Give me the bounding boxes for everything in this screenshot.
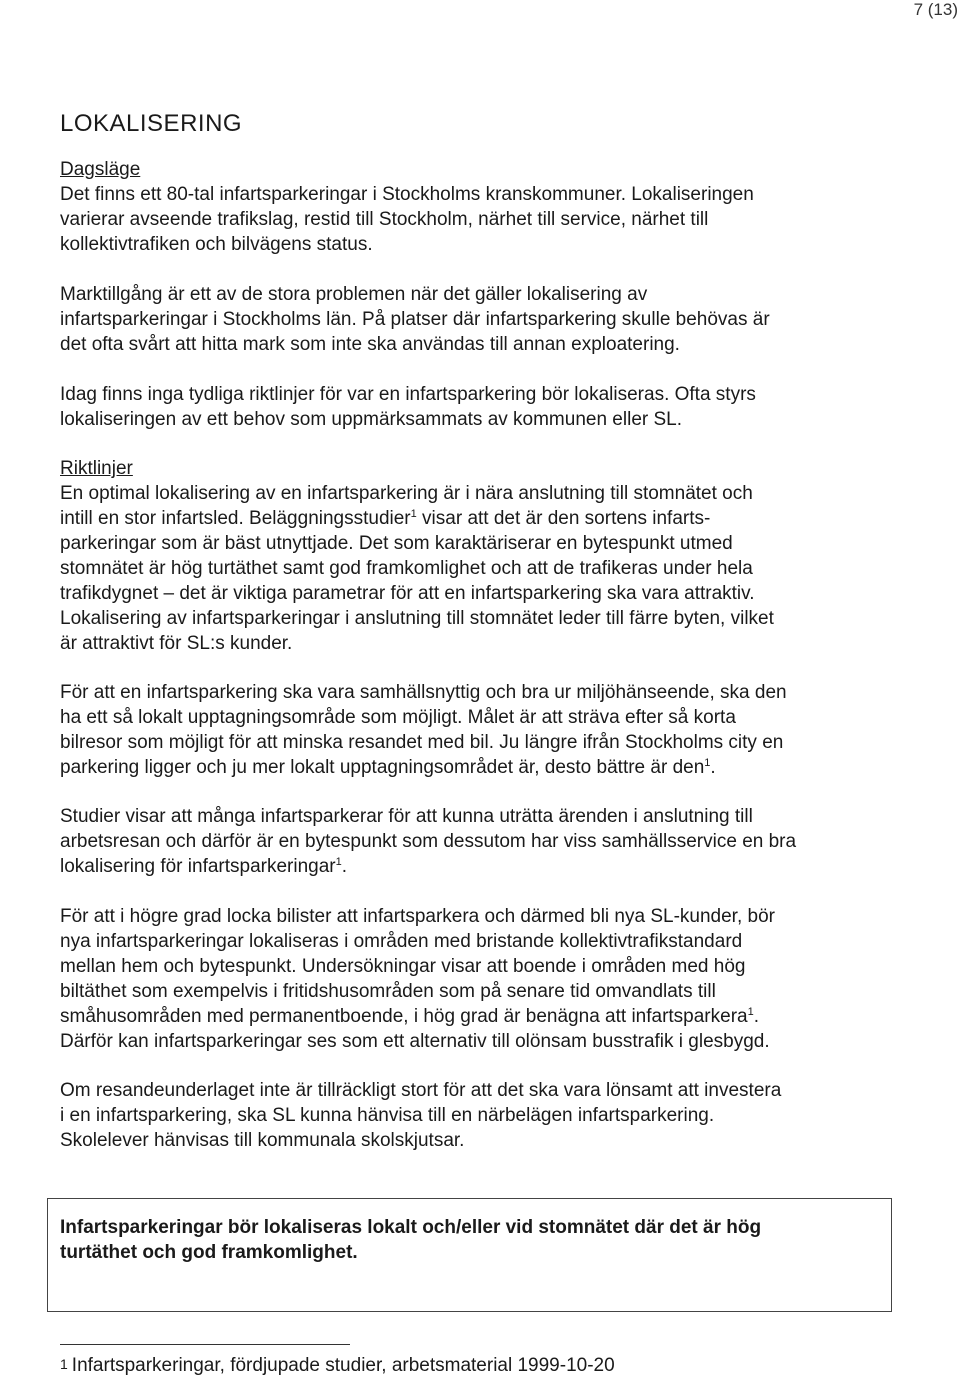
section-dagslage: [60, 157, 890, 257]
paragraph-text: För att en infartsparkering ska vara samhällsnyttig och bra ur miljöhänseende, ska den ha ett så lokalt upptagningsområde som möjligt. Målet är att sträva efter så korta bilresor som möjligt för att minska resandet med bil. Ju längre ifrån Stockholms city en parkering ligger och ju mer lokalt upptagningsområdet är, desto bättre är den: [60, 682, 787, 778]
page-number: 7 (13): [913, 0, 958, 19]
footnote-ref: 1: [747, 1006, 754, 1018]
section-riktlinjer: [60, 456, 890, 656]
paragraph-text: Studier visar att många infartsparkerar för att kunna uträtta ärenden i anslutning till arbetsresan och därför är en bytespunkt som dessutom har viss samhällsservice en bra lokalisering för infartsparkeringar: [60, 806, 797, 877]
footnote-ref: 1: [704, 757, 711, 769]
paragraph-text: . Därför kan infartsparkeringar ses som ett alternativ till olönsam busstrafik i glesbygd.: [60, 1006, 770, 1052]
section-label-dagslage: Dagsläge: [60, 159, 141, 180]
paragraph: [60, 680, 890, 780]
paragraph-block: [60, 680, 890, 780]
callout-text: Infartsparkeringar bör lokaliseras lokalt och/eller vid stomnätet där det är hög turtäthet och god framkomlighet.: [60, 1217, 762, 1263]
footnote-ref: 1: [410, 508, 417, 520]
paragraph-block: [60, 382, 890, 432]
paragraph-block: [60, 1078, 890, 1153]
paragraph-text: .: [341, 856, 348, 877]
paragraph-block: [60, 282, 890, 357]
page-title: LOKALISERING: [60, 110, 243, 137]
paragraph: Idag finns inga tydliga riktlinjer för var en infartsparkering bör lokaliseras. Ofta styrs lokaliseringen av ett behov som uppmärksammats av kommunen eller SL.: [60, 384, 756, 430]
footnote: [60, 1352, 615, 1378]
footnote-text: Infartsparkeringar, fördjupade studier, arbetsmaterial 1999-10-20: [71, 1355, 615, 1376]
paragraph: [60, 904, 890, 1054]
footnote-divider: [60, 1344, 350, 1345]
paragraph: [60, 481, 890, 656]
paragraph: Det finns ett 80-tal infartsparkeringar i Stockholms kranskommuner. Lokaliseringen varierar avseende trafikslag, restid till Stockholm, närhet till service, närhet till kollektivtrafiken och bilvägens status.: [60, 184, 754, 255]
paragraph-block: [60, 904, 890, 1054]
paragraph-text: En optimal lokalisering av en infartsparkering är i nära anslutning till stomnätet och intill en stor infartsled. Beläggningsstudier: [60, 483, 753, 529]
paragraph-block: [60, 804, 890, 879]
paragraph-text: visar att det är den sortens infarts- parkeringar som är bäst utnyttjade. Det som karaktäriserar en bytespunkt utmed stomnätet är hög turtäthet samt god framkomlighet och att de trafikeras under hela trafikdygnet – det är viktiga parametrar för att en infartsparkering ska vara attraktiv. Lokalisering av infartsparkeringar i anslutning till stomnätet leder till färre byten, vilket är attraktivt för SL:s kunder.: [60, 508, 774, 654]
paragraph: Om resandeunderlaget inte är tillräckligt stort för att det ska vara lönsamt att investera i en infartsparkering, ska SL kunna hänvisa till en närbelägen infartsparkering. Skolelever hänvisas till kommunala skolskjutsar.: [60, 1080, 782, 1151]
paragraph: [60, 804, 890, 879]
callout-box: [47, 1198, 892, 1312]
paragraph: Marktillgång är ett av de stora problemen när det gäller lokalisering av infartsparkeringar i Stockholms län. På platser där infartsparkering skulle behövas är det ofta svårt att hitta mark som inte ska användas till annan exploatering.: [60, 284, 770, 355]
paragraph-text: För att i högre grad locka bilister att infartsparkera och därmed bli nya SL-kunder, bör nya infartsparkeringar lokaliseras i områden med bristande kollektivtrafikstandard mellan hem och bytespunkt. Undersökningar visar att boende i områden med hög biltäthet som exempelvis i fritidshusområden som på senare tid omvandlats till småhusområden med permanentboende, i hög grad är benägna att infartsparkera: [60, 906, 775, 1027]
paragraph-text: .: [710, 757, 716, 778]
footnote-ref: 1: [335, 856, 342, 868]
footnote-number: 1: [60, 1356, 68, 1372]
section-label-riktlinjer: Riktlinjer: [60, 458, 133, 479]
